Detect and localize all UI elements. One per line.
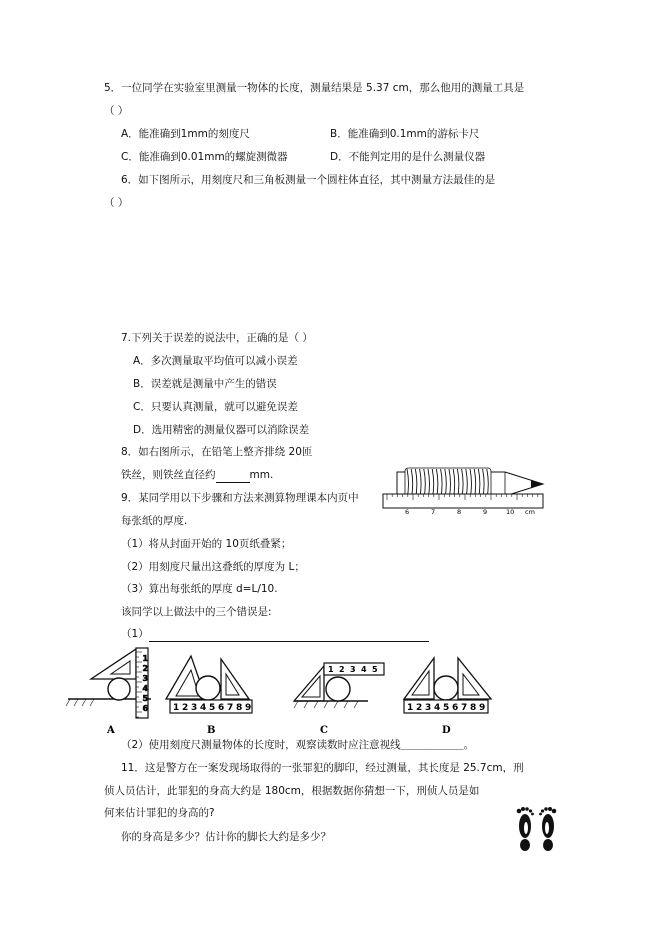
q8-line2-suffix: mm. bbox=[249, 469, 274, 481]
q9-answer-line bbox=[121, 627, 429, 642]
q7-option-c: C．只要认真测量，就可以避免误差 bbox=[133, 401, 298, 413]
figure-d-label: D bbox=[442, 725, 451, 736]
q8-tick-9: 9 bbox=[483, 508, 488, 516]
q7-stem: 7.下列关于误差的说法中，正确的是（ ） bbox=[121, 332, 313, 344]
ruler-digit: 3 bbox=[191, 703, 198, 713]
ruler-digit: 8 bbox=[236, 703, 243, 713]
ruler-digit: 4 bbox=[361, 665, 367, 674]
q10-part2: （2）使用刻度尺测量物体的长度时，观察读数时应注意视线＿＿＿＿＿＿。 bbox=[121, 739, 475, 751]
q8-pencil-ruler-figure bbox=[383, 448, 548, 516]
figure-a-label: A bbox=[107, 725, 115, 736]
ruler-digit: 9 bbox=[479, 703, 486, 713]
ruler-digit: 7 bbox=[461, 703, 468, 713]
ruler-digit: 7 bbox=[227, 703, 234, 713]
q8-tick-8: 8 bbox=[457, 508, 462, 516]
q6-options-figure bbox=[66, 644, 516, 740]
q9-step-1: （1）将从封面开始的 10页纸叠紧； bbox=[121, 538, 292, 550]
q9-question: 该同学以上做法中的三个错误是: bbox=[121, 606, 272, 618]
q5-option-d: D．不能判定用的是什么测量仪器 bbox=[330, 151, 486, 163]
ruler-a-digit: 3 bbox=[142, 674, 149, 683]
q11-line4: 你的身高是多少？估计你的脚长大约是多少？ bbox=[121, 831, 331, 843]
ruler-digit: 2 bbox=[182, 703, 189, 713]
ruler-a-digit: 4 bbox=[142, 684, 149, 693]
q5-stem: 5．一位同学在实验室里测量一物体的长度，测量结果是 5.37 cm，那么他用的测量工具是 bbox=[104, 82, 525, 94]
q9-line1: 9．某同学用以下步骤和方法来测算物理课本内页中 bbox=[121, 492, 359, 504]
ruler-digit: 3 bbox=[350, 665, 356, 674]
figure-c bbox=[294, 663, 384, 736]
ruler-digit: 5 bbox=[443, 703, 450, 713]
ruler-digit: 1 bbox=[328, 665, 334, 674]
q6-paren: （ ） bbox=[104, 197, 129, 209]
q11-line3: 何来估计罪犯的身高的? bbox=[104, 807, 215, 819]
ruler-digit: 1 bbox=[173, 703, 180, 713]
ruler-a-digit: 2 bbox=[142, 664, 149, 673]
q5-option-b: B．能准确到0.1mm的游标卡尺 bbox=[330, 128, 480, 140]
q8-answer-blank[interactable] bbox=[216, 468, 250, 483]
ruler-digit: 9 bbox=[245, 703, 252, 713]
ruler-digit: 2 bbox=[339, 665, 345, 674]
q9-step-2: （2）用刻度尺量出这叠纸的厚度为 L； bbox=[121, 561, 305, 573]
q6-stem: 6．如下图所示，用刻度尺和三角板测量一个圆柱体直径，其中测量方法最佳的是 bbox=[121, 174, 496, 186]
ruler-digit: 4 bbox=[200, 703, 207, 713]
q8-tick-10: 10 bbox=[506, 508, 515, 516]
q11-line2: 侦人员估计，此罪犯的身高大约是 180cm，根据数据你猜想一下，刑侦人员是如 bbox=[104, 785, 480, 797]
ruler-a-digit: 5 bbox=[142, 694, 149, 703]
figure-b bbox=[166, 656, 252, 736]
q9-answer-label: （1） bbox=[121, 628, 149, 640]
q5-option-c: C．能准确到0.01mm的螺旋测微器 bbox=[121, 151, 288, 163]
q11-line1: 11．这是警方在一案发现场取得的一张罪犯的脚印，经过测量，其长度是 25.7cm，刑 bbox=[121, 762, 524, 774]
ruler-a-digit: 1 bbox=[142, 654, 149, 663]
ruler-digit: 6 bbox=[452, 703, 459, 713]
ruler-digit: 5 bbox=[372, 665, 378, 674]
q8-line1: 8．如右图所示，在铅笔上整齐排绕 20匝 bbox=[121, 446, 313, 458]
q7-option-b: B．误差就是测量中产生的错误 bbox=[133, 378, 277, 390]
ruler-digit: 1 bbox=[407, 703, 414, 713]
figure-c-label: C bbox=[320, 725, 328, 736]
ruler-digit: 5 bbox=[209, 703, 216, 713]
ruler-a-digit: 6 bbox=[142, 704, 149, 713]
ruler-digit: 6 bbox=[218, 703, 225, 713]
ruler-digit: 4 bbox=[434, 703, 441, 713]
q5-paren: （ ） bbox=[104, 105, 129, 117]
footprints-icon bbox=[512, 804, 562, 854]
q8-tick-unit: cm bbox=[525, 508, 535, 516]
q7-option-a: A．多次测量取平均值可以减小误差 bbox=[133, 355, 298, 367]
q8-line2 bbox=[121, 468, 273, 483]
figure-a bbox=[66, 648, 151, 736]
ruler-digit: 8 bbox=[470, 703, 477, 713]
figure-d bbox=[404, 658, 491, 736]
q8-line2-prefix: 铁丝，则铁丝直径约 bbox=[121, 469, 216, 481]
q9-step-3: （3）算出每张纸的厚度 d=L/10. bbox=[121, 583, 278, 595]
figure-b-label: B bbox=[207, 725, 216, 736]
q9-answer-blank[interactable] bbox=[149, 627, 429, 642]
q8-tick-6: 6 bbox=[405, 508, 410, 516]
ruler-digit: 2 bbox=[416, 703, 423, 713]
ruler-digit: 3 bbox=[425, 703, 432, 713]
q7-option-d: D．选用精密的测量仪器可以消除误差 bbox=[133, 424, 310, 436]
q5-option-a: A．能准确到1mm的刻度尺 bbox=[121, 128, 250, 140]
q9-line2: 每张纸的厚度. bbox=[121, 515, 188, 527]
q8-tick-7: 7 bbox=[431, 508, 436, 516]
